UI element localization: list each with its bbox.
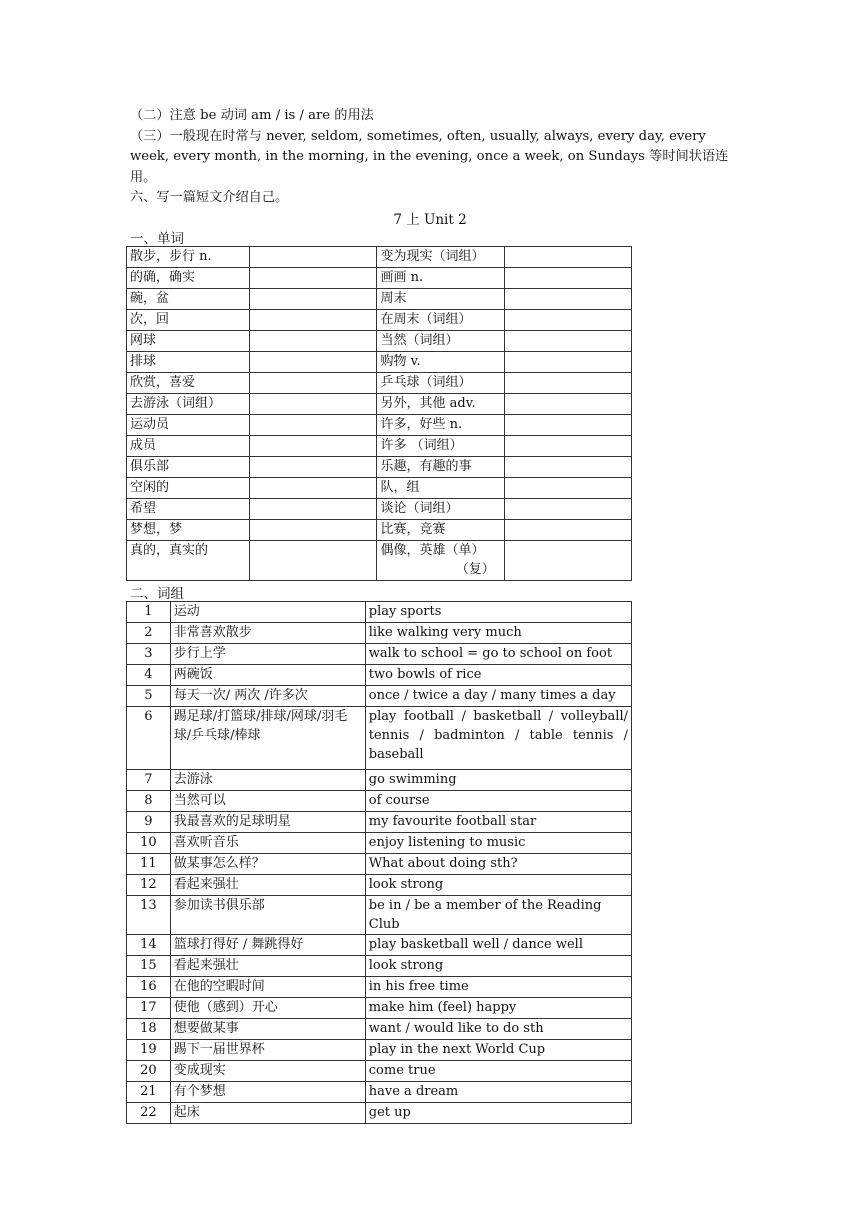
vocab-prompt-right: 购物 v. xyxy=(377,352,504,373)
phrase-number: 19 xyxy=(127,1040,171,1061)
phrase-chinese: 当然可以 xyxy=(170,791,365,812)
vocab-row xyxy=(127,352,632,373)
phrase-chinese: 起床 xyxy=(170,1103,365,1124)
vocab-answer-blank-left[interactable] xyxy=(250,457,377,478)
phrase-number: 7 xyxy=(127,770,171,791)
vocab-row xyxy=(127,331,632,352)
vocab-prompt-left: 运动员 xyxy=(127,415,250,436)
phrase-number: 15 xyxy=(127,956,171,977)
phrase-row xyxy=(127,935,632,956)
phrase-number: 12 xyxy=(127,875,171,896)
vocab-row xyxy=(127,373,632,394)
phrase-english: walk to school = go to school on foot xyxy=(365,644,631,665)
phrase-row xyxy=(127,707,632,770)
vocab-answer-blank-left[interactable] xyxy=(250,394,377,415)
vocab-answer-blank-left[interactable] xyxy=(250,352,377,373)
vocab-prompt-right: 乐趣，有趣的事 xyxy=(377,457,504,478)
vocab-prompt-left: 散步，步行 n. xyxy=(127,247,250,268)
phrase-number: 20 xyxy=(127,1061,171,1082)
vocab-prompt-right: 变为现实（词组） xyxy=(377,247,504,268)
vocab-prompt-left: 的确，确实 xyxy=(127,268,250,289)
phrase-row xyxy=(127,1019,632,1040)
phrase-chinese: 使他（感到）开心 xyxy=(170,998,365,1019)
vocab-row xyxy=(127,499,632,520)
vocab-row xyxy=(127,247,632,268)
vocab-answer-blank-left[interactable] xyxy=(250,499,377,520)
phrase-english: like walking very much xyxy=(365,623,631,644)
vocab-answer-blank-left[interactable] xyxy=(250,541,377,581)
vocab-prompt-right: 画画 n. xyxy=(377,268,504,289)
phrase-chinese: 想要做某事 xyxy=(170,1019,365,1040)
vocab-prompt-right: 许多 （词组） xyxy=(377,436,504,457)
phrase-chinese: 篮球打得好 / 舞跳得好 xyxy=(170,935,365,956)
vocab-answer-blank-left[interactable] xyxy=(250,520,377,541)
vocab-row xyxy=(127,478,632,499)
phrase-english: come true xyxy=(365,1061,631,1082)
phrase-number: 4 xyxy=(127,665,171,686)
phrase-row xyxy=(127,623,632,644)
vocab-row xyxy=(127,310,632,331)
vocab-answer-blank-left[interactable] xyxy=(250,331,377,352)
phrases-table xyxy=(126,601,632,1124)
vocab-answer-blank-left[interactable] xyxy=(250,247,377,268)
phrase-chinese: 在他的空暇时间 xyxy=(170,977,365,998)
phrase-english: play in the next World Cup xyxy=(365,1040,631,1061)
vocab-row xyxy=(127,394,632,415)
phrase-number: 18 xyxy=(127,1019,171,1040)
phrase-chinese: 去游泳 xyxy=(170,770,365,791)
phrase-number: 22 xyxy=(127,1103,171,1124)
phrase-row xyxy=(127,602,632,623)
vocab-answer-blank-right[interactable] xyxy=(504,331,631,352)
vocab-prompt-left: 真的，真实的 xyxy=(127,541,250,581)
phrase-english: get up xyxy=(365,1103,631,1124)
vocab-answer-blank-right[interactable] xyxy=(504,352,631,373)
phrase-row xyxy=(127,1061,632,1082)
vocab-prompt-right: 周末 xyxy=(377,289,504,310)
phrase-chinese: 每天一次/ 两次 /许多次 xyxy=(170,686,365,707)
vocab-row xyxy=(127,268,632,289)
vocab-answer-blank-left[interactable] xyxy=(250,415,377,436)
phrase-row xyxy=(127,686,632,707)
phrase-number: 10 xyxy=(127,833,171,854)
phrase-english: be in / be a member of the Reading Club xyxy=(365,896,631,935)
phrase-chinese: 踢足球/打篮球/排球/网球/羽毛球/乒乓球/棒球 xyxy=(170,707,365,770)
phrase-row xyxy=(127,875,632,896)
vocab-row xyxy=(127,289,632,310)
phrase-row xyxy=(127,854,632,875)
phrase-chinese: 变成现实 xyxy=(170,1061,365,1082)
vocab-prompt-left: 次，回 xyxy=(127,310,250,331)
phrase-english: go swimming xyxy=(365,770,631,791)
vocab-row xyxy=(127,520,632,541)
vocab-prompt-right: 另外，其他 adv. xyxy=(377,394,504,415)
phrase-english: in his free time xyxy=(365,977,631,998)
vocab-prompt-right: 许多，好些 n. xyxy=(377,415,504,436)
phrase-number: 13 xyxy=(127,896,171,935)
vocab-prompt-right: 在周末（词组） xyxy=(377,310,504,331)
phrase-english: of course xyxy=(365,791,631,812)
phrase-english: have a dream xyxy=(365,1082,631,1103)
vocab-prompt-right: 当然（词组） xyxy=(377,331,504,352)
phrase-chinese: 步行上学 xyxy=(170,644,365,665)
phrase-row xyxy=(127,812,632,833)
phrase-english: play basketball well / dance well xyxy=(365,935,631,956)
phrase-english: my favourite football star xyxy=(365,812,631,833)
phrase-english: once / twice a day / many times a day xyxy=(365,686,631,707)
vocab-answer-blank-right[interactable] xyxy=(504,289,631,310)
vocab-prompt-left: 空闲的 xyxy=(127,478,250,499)
phrase-row xyxy=(127,896,632,935)
section-label-words: 一、单词 xyxy=(130,231,184,247)
phrase-number: 11 xyxy=(127,854,171,875)
vocab-prompt-left: 排球 xyxy=(127,352,250,373)
phrase-number: 1 xyxy=(127,602,171,623)
vocab-answer-blank-left[interactable] xyxy=(250,373,377,394)
phrase-number: 16 xyxy=(127,977,171,998)
phrase-chinese: 看起来强壮 xyxy=(170,875,365,896)
phrase-chinese: 踢下一届世界杯 xyxy=(170,1040,365,1061)
phrase-row xyxy=(127,791,632,812)
phrase-row xyxy=(127,1082,632,1103)
vocab-answer-blank-left[interactable] xyxy=(250,268,377,289)
phrase-chinese: 非常喜欢散步 xyxy=(170,623,365,644)
vocab-prompt-right: 乒乓球（词组） xyxy=(377,373,504,394)
vocab-prompt-left: 欣赏，喜爱 xyxy=(127,373,250,394)
vocabulary-table xyxy=(126,246,632,581)
phrase-number: 5 xyxy=(127,686,171,707)
phrase-english: want / would like to do sth xyxy=(365,1019,631,1040)
phrase-number: 8 xyxy=(127,791,171,812)
vocab-answer-blank-left[interactable] xyxy=(250,436,377,457)
phrase-english: What about doing sth? xyxy=(365,854,631,875)
phrase-number: 3 xyxy=(127,644,171,665)
phrase-english: play football / basketball / volleyball/ tennis / badminton / table tennis / baseball xyxy=(365,707,631,770)
phrase-row xyxy=(127,833,632,854)
vocab-prompt-right: 谈论（词组） xyxy=(377,499,504,520)
phrase-chinese: 我最喜欢的足球明星 xyxy=(170,812,365,833)
vocab-row xyxy=(127,457,632,478)
vocab-answer-blank-right[interactable] xyxy=(504,457,631,478)
vocab-answer-blank-right[interactable] xyxy=(504,394,631,415)
vocab-prompt-left: 俱乐部 xyxy=(127,457,250,478)
vocab-prompt-left: 梦想，梦 xyxy=(127,520,250,541)
vocab-answer-blank-right[interactable] xyxy=(504,541,631,581)
vocab-prompt-plural: （复） xyxy=(455,562,495,577)
vocab-row xyxy=(127,541,632,581)
phrase-english: play sports xyxy=(365,602,631,623)
phrase-chinese: 有个梦想 xyxy=(170,1082,365,1103)
phrase-row xyxy=(127,998,632,1019)
note-time-adverbials: （三）一般现在时常与 never, seldom, sometimes, often, usually, always, every day, every week, every month, in the morning, in the evening, once a week, on Sundays 等时间状语连用。 xyxy=(130,128,729,185)
phrase-row xyxy=(127,1040,632,1061)
vocab-prompt-left: 网球 xyxy=(127,331,250,352)
phrase-chinese: 参加读书俱乐部 xyxy=(170,896,365,935)
phrase-row xyxy=(127,644,632,665)
phrase-chinese: 喜欢听音乐 xyxy=(170,833,365,854)
vocab-answer-blank-right[interactable] xyxy=(504,436,631,457)
vocab-prompt-left: 成员 xyxy=(127,436,250,457)
phrase-chinese: 两碗饭 xyxy=(170,665,365,686)
phrase-chinese: 运动 xyxy=(170,602,365,623)
phrase-english: enjoy listening to music xyxy=(365,833,631,854)
phrase-number: 9 xyxy=(127,812,171,833)
phrase-english: make him (feel) happy xyxy=(365,998,631,1019)
vocab-prompt-left: 希望 xyxy=(127,499,250,520)
section-label-phrases: 二、词组 xyxy=(130,586,184,602)
vocab-prompt-left: 碗，盆 xyxy=(127,289,250,310)
vocab-answer-blank-left[interactable] xyxy=(250,289,377,310)
phrase-english: two bowls of rice xyxy=(365,665,631,686)
intro-notes xyxy=(130,106,736,209)
vocab-row xyxy=(127,436,632,457)
vocab-answer-blank-right[interactable] xyxy=(504,310,631,331)
vocab-answer-blank-right[interactable] xyxy=(504,520,631,541)
vocab-answer-blank-right[interactable] xyxy=(504,499,631,520)
vocab-answer-blank-left[interactable] xyxy=(250,478,377,499)
vocab-answer-blank-right[interactable] xyxy=(504,268,631,289)
vocab-prompt-right xyxy=(377,541,504,581)
phrase-number: 14 xyxy=(127,935,171,956)
phrase-number: 2 xyxy=(127,623,171,644)
phrase-row xyxy=(127,977,632,998)
phrase-row xyxy=(127,956,632,977)
vocab-answer-blank-right[interactable] xyxy=(504,415,631,436)
vocab-answer-blank-right[interactable] xyxy=(504,373,631,394)
task-write-essay: 六、写一篇短文介绍自己。 xyxy=(130,190,289,206)
phrase-row xyxy=(127,1103,632,1124)
phrase-row xyxy=(127,770,632,791)
vocab-prompt-singular: 偶像，英雄（单） xyxy=(380,543,485,558)
vocab-answer-blank-right[interactable] xyxy=(504,478,631,499)
phrase-row xyxy=(127,665,632,686)
vocab-prompt-right: 比赛，竞赛 xyxy=(377,520,504,541)
phrase-number: 21 xyxy=(127,1082,171,1103)
vocab-row xyxy=(127,415,632,436)
vocab-answer-blank-left[interactable] xyxy=(250,310,377,331)
phrase-english: look strong xyxy=(365,875,631,896)
phrase-english: look strong xyxy=(365,956,631,977)
phrase-number: 17 xyxy=(127,998,171,1019)
phrase-chinese: 看起来强壮 xyxy=(170,956,365,977)
vocab-prompt-left: 去游泳（词组） xyxy=(127,394,250,415)
unit-title: 7 上 Unit 2 xyxy=(393,212,467,228)
vocab-answer-blank-right[interactable] xyxy=(504,247,631,268)
phrase-number: 6 xyxy=(127,707,171,770)
vocab-prompt-right: 队，组 xyxy=(377,478,504,499)
phrase-chinese: 做某事怎么样？ xyxy=(170,854,365,875)
note-be-verb: （二）注意 be 动词 am / is / are 的用法 xyxy=(130,108,374,123)
